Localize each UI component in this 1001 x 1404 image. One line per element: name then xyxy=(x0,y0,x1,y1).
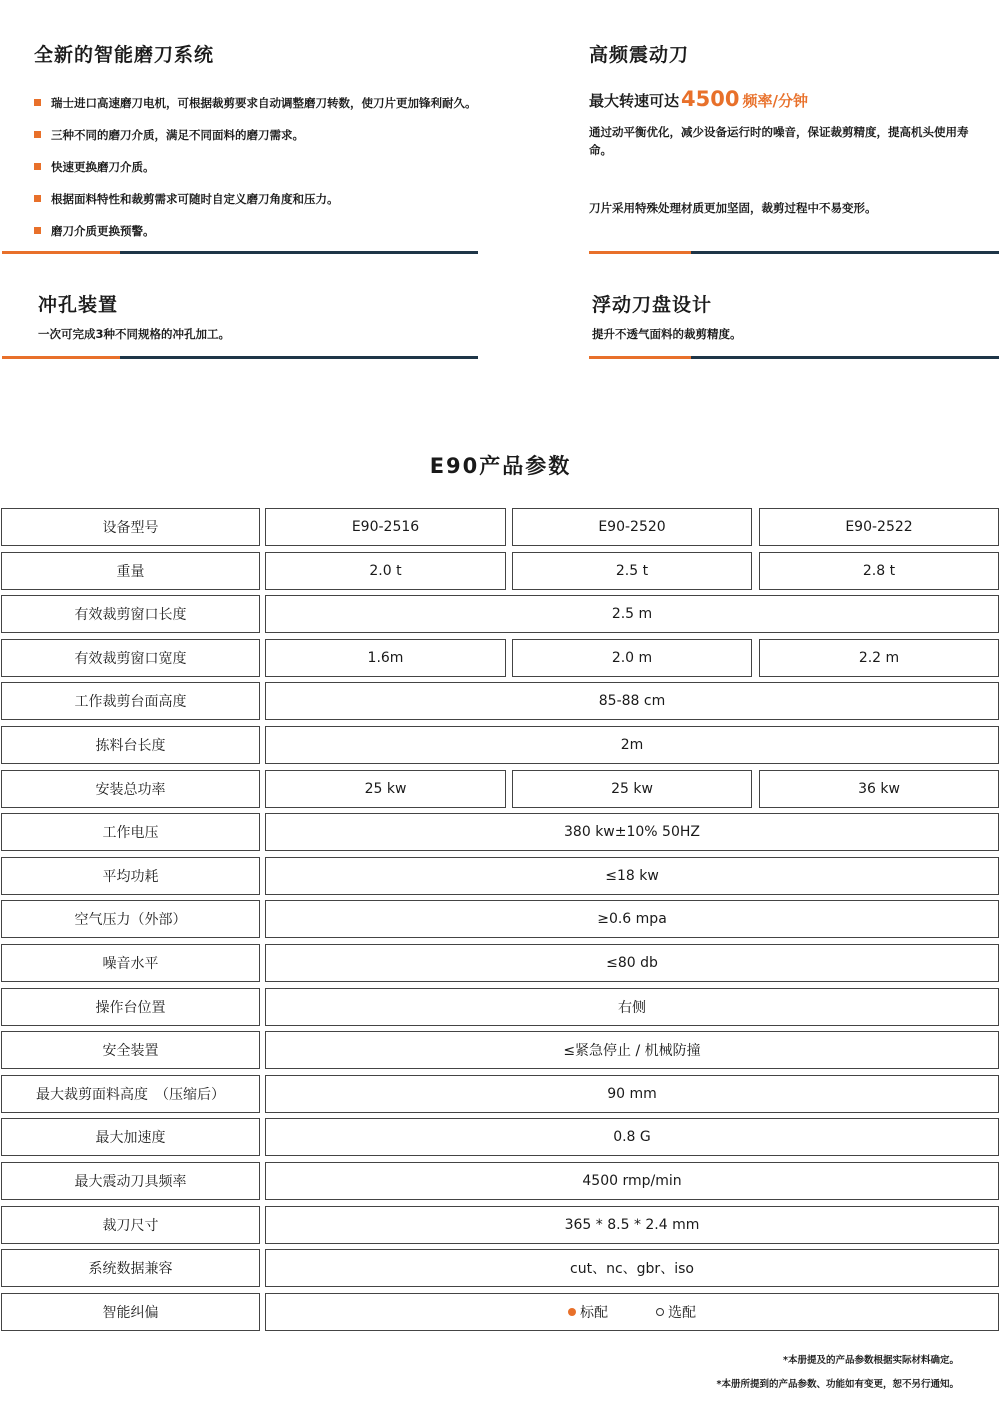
spec-value-cell: 85-88 cm xyxy=(265,682,999,720)
list-item: 快速更换磨刀介质。 xyxy=(34,160,504,174)
feature-grinding xyxy=(34,40,504,256)
spec-value-cell: 1.6m xyxy=(265,639,506,677)
legend-optional: 选配 xyxy=(668,1305,696,1321)
spec-label-cell: 有效裁剪窗口长度 xyxy=(1,595,260,633)
spec-value-cell: E90-2522 xyxy=(759,508,999,546)
feature-title: 全新的智能磨刀系统 xyxy=(34,44,215,66)
spec-label-cell: 智能纠偏 xyxy=(1,1293,260,1331)
spec-value-cell: 2m xyxy=(265,726,999,764)
feature-title: 高频震动刀 xyxy=(589,44,690,66)
spec-label-cell: 系统数据兼容 xyxy=(1,1249,260,1287)
spec-label-cell: 有效裁剪窗口宽度 xyxy=(1,639,260,677)
spec-label-cell: 拣料台长度 xyxy=(1,726,260,764)
spec-value-cell: 0.8 G xyxy=(265,1118,999,1156)
feature-text: 刀片采用特殊处理材质更加坚固，裁剪过程中不易变形。 xyxy=(589,201,877,215)
spec-label-cell: 噪音水平 xyxy=(1,944,260,982)
list-item: 三种不同的磨刀介质，满足不同面料的磨刀需求。 xyxy=(34,128,504,142)
spec-value-cell: 2.2 m xyxy=(759,639,999,677)
feature-text: 通过动平衡优化，减少设备运行时的噪音，保证裁剪精度，提高机头使用寿命。 xyxy=(589,125,969,157)
spec-value-cell: ≥0.6 mpa xyxy=(265,900,999,938)
list-item: 根据面料特性和裁剪需求可随时自定义磨刀角度和压力。 xyxy=(34,192,504,206)
feature-list xyxy=(34,96,504,238)
filled-dot-icon xyxy=(568,1308,576,1316)
square-bullet-icon xyxy=(34,163,41,170)
spec-label-cell: 操作台位置 xyxy=(1,988,260,1026)
feature-title: 浮动刀盘设计 xyxy=(592,294,713,316)
spec-label-cell: 设备型号 xyxy=(1,508,260,546)
spec-value-cell: 25 kw xyxy=(265,770,506,808)
spec-value-cell: 右侧 xyxy=(265,988,999,1026)
list-item: 磨刀介质更换预警。 xyxy=(34,224,504,238)
square-bullet-icon xyxy=(34,227,41,234)
feature-vibration xyxy=(589,40,969,217)
spec-value-cell: 4500 rmp/min xyxy=(265,1162,999,1200)
list-item: 瑞士进口高速磨刀电机，可根据裁剪要求自动调整磨刀转数，使刀片更加锋利耐久。 xyxy=(34,96,504,110)
spec-value-cell: 2.0 m xyxy=(512,639,752,677)
spec-value-cell: 2.5 m xyxy=(265,595,999,633)
spec-value-cell: 25 kw xyxy=(512,770,752,808)
spec-label-cell: 平均功耗 xyxy=(1,857,260,895)
spec-label-cell: 最大震动刀具频率 xyxy=(1,1162,260,1200)
spec-label-cell: 工作裁剪台面高度 xyxy=(1,682,260,720)
footnote: *本册所提到的产品参数、功能如有变更，恕不另行通知。 xyxy=(716,1379,959,1390)
square-bullet-icon xyxy=(34,195,41,202)
footnote: *本册提及的产品参数根据实际材料确定。 xyxy=(783,1355,959,1366)
empty-dot-icon xyxy=(656,1308,664,1316)
spec-label-cell: 最大裁剪面料高度 （压缩后） xyxy=(1,1075,260,1113)
spec-value-cell: 2.8 t xyxy=(759,552,999,590)
spec-value-cell: E90-2516 xyxy=(265,508,506,546)
spec-value-cell xyxy=(265,1293,999,1331)
spec-value-cell: 380 kw±10% 50HZ xyxy=(265,813,999,851)
spec-label-cell: 安全装置 xyxy=(1,1031,260,1069)
spec-value-cell: E90-2520 xyxy=(512,508,752,546)
feature-text: 提升不透气面料的裁剪精度。 xyxy=(592,327,742,341)
spec-value-cell: 36 kw xyxy=(759,770,999,808)
feature-floating xyxy=(592,290,972,343)
spec-label-cell: 安装总功率 xyxy=(1,770,260,808)
feature-title: 冲孔装置 xyxy=(38,294,119,316)
spec-label-cell: 空气压力（外部） xyxy=(1,900,260,938)
spec-label-cell: 工作电压 xyxy=(1,813,260,851)
divider xyxy=(2,356,478,359)
square-bullet-icon xyxy=(34,99,41,106)
spec-value-cell: 365 * 8.5 * 2.4 mm xyxy=(265,1206,999,1244)
feature-text: 一次可完成3种不同规格的冲孔加工。 xyxy=(38,327,230,341)
speed-highlight: 最大转速可达 4500 频率/分钟 xyxy=(589,87,808,111)
spec-value-cell: 90 mm xyxy=(265,1075,999,1113)
spec-label-cell: 最大加速度 xyxy=(1,1118,260,1156)
divider xyxy=(589,356,999,359)
spec-value-cell: ≤紧急停止 / 机械防撞 xyxy=(265,1031,999,1069)
spec-value-cell: ≤18 kw xyxy=(265,857,999,895)
spec-value-cell: ≤80 db xyxy=(265,944,999,982)
specs-title: E90产品参数 xyxy=(429,454,572,478)
divider xyxy=(589,251,999,254)
feature-punch xyxy=(38,290,458,343)
divider xyxy=(2,251,478,254)
spec-value-cell: 2.5 t xyxy=(512,552,752,590)
legend-standard: 标配 xyxy=(580,1305,608,1321)
spec-label-cell: 裁刀尺寸 xyxy=(1,1206,260,1244)
spec-value-cell: 2.0 t xyxy=(265,552,506,590)
spec-value-cell: cut、nc、gbr、iso xyxy=(265,1249,999,1287)
spec-label-cell: 重量 xyxy=(1,552,260,590)
square-bullet-icon xyxy=(34,131,41,138)
